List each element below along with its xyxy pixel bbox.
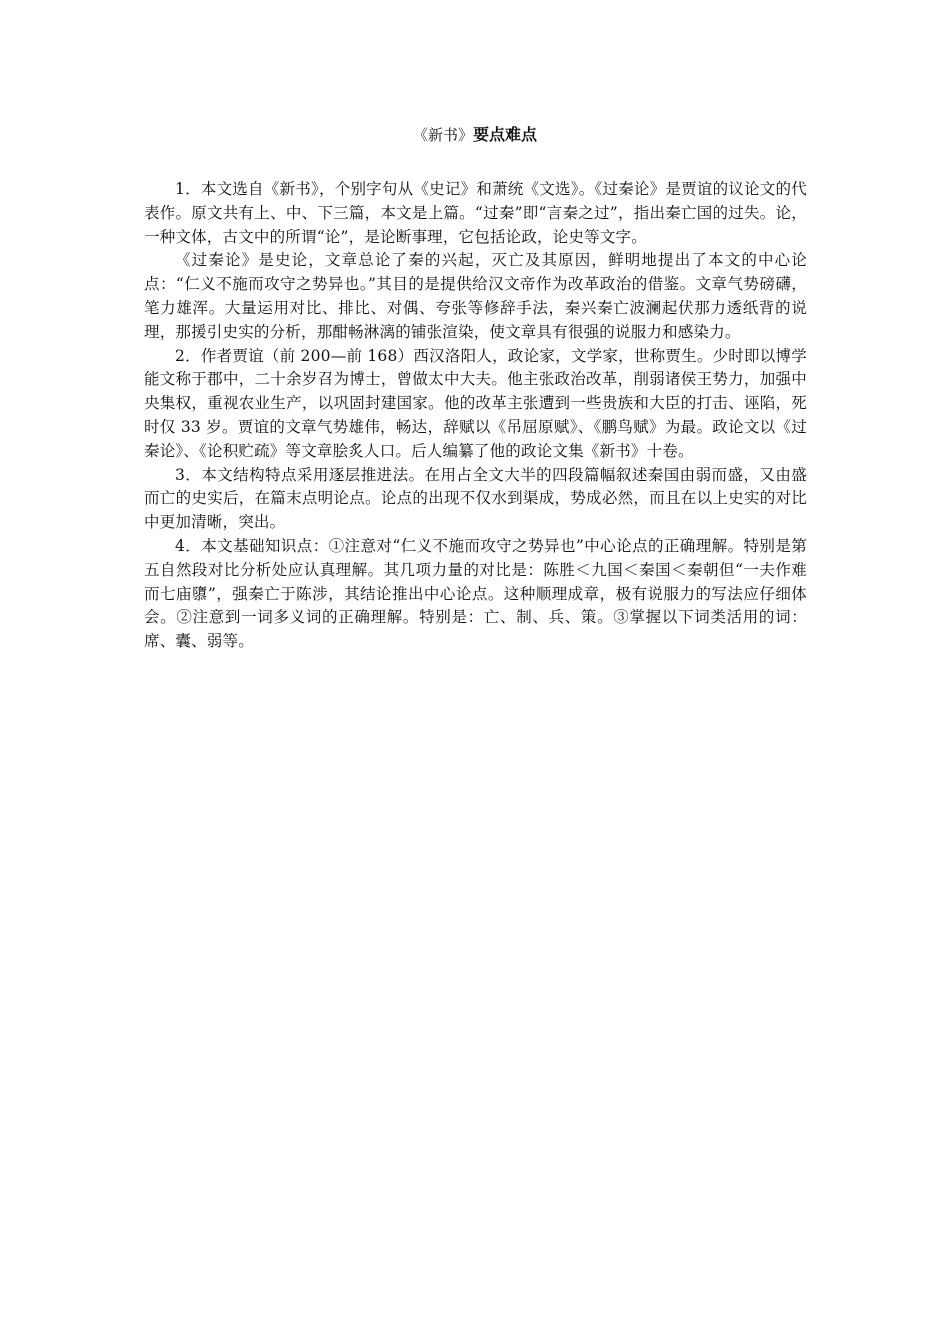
paragraph-2: 《过秦论》是史论，文章总论了秦的兴起，灭亡及其原因，鲜明地提出了本文的中心论点：“仁义不施而攻守之势异也。”其目的是提供给汉文帝作为改革政治的借鉴。文章气势磅礴，笔力雄浑。大量运用对比、排比、对偶、夸张等修辞手法，秦兴秦亡波澜起伏那力透纸背的说理，那援引史实的分析，那酣畅淋漓的铺张渲染，使文章具有很强的说服力和感染力。 [144, 251, 807, 341]
paragraph-3: 2．作者贾谊（前 200—前 168）西汉洛阳人，政论家，文学家，世称贾生。少时即以博学能文称于郡中，二十余岁召为博士，曾做太中大夫。他主张政治改革，削弱诸侯王势力，加强中央集权，重视农业生产，以巩固封建国家。他的改革主张遭到一些贵族和大臣的打击、诬陷，死时仅 33 岁。贾谊的文章气势雄伟，畅达，辞赋以《吊屈原赋》、《鹏鸟赋》为最。政论文以《过秦论》、《论积贮疏》等文章脍炙人口。后人编纂了他的政论文集《新书》十卷。 [144, 346, 807, 460]
title-book-name: 《新书》 [412, 126, 473, 144]
paragraph-4: 3．本文结构特点采用逐层推进法。在用占全文大半的四段篇幅叙述秦国由弱而盛，又由盛而亡的史实后，在篇末点明论点。论点的出现不仅水到渠成，势成必然，而且在以上史实的对比中更加清晰，突出。 [144, 465, 807, 532]
title-heading: 要点难点 [473, 125, 538, 144]
paragraph-1: 1．本文选自《新书》，个别字句从《史记》和萧统《文选》。《过秦论》是贾谊的议论文的代表作。原文共有上、中、下三篇，本文是上篇。“过秦”即“言秦之过”，指出秦亡国的过失。论，一种文体，古文中的所谓“论”，是论断事理，它包括论政，论史等文字。 [144, 180, 807, 246]
document-body [144, 178, 807, 654]
page-title [0, 124, 950, 146]
paragraph-5: 4．本文基础知识点：①注意对“仁义不施而攻守之势异也”中心论点的正确理解。特别是第五自然段对比分析处应认真理解。其几项力量的对比是：陈胜＜九国＜秦国＜秦朝但“一夫作难而七庙隳”，强秦亡于陈涉，其结论推出中心论点。这种顺理成章，极有说服力的写法应仔细体会。②注意到一词多义词的正确理解。特别是：亡、制、兵、策。③掌握以下词类活用的词：席、囊、弱等。 [144, 536, 807, 651]
